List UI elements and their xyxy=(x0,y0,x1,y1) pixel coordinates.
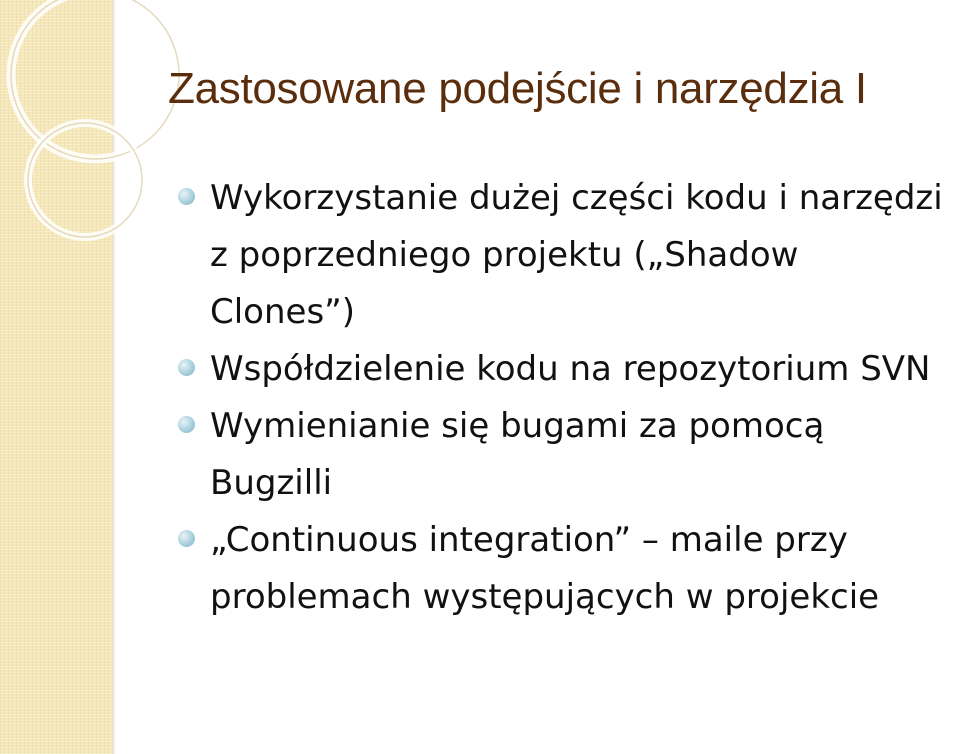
decorative-circles xyxy=(0,0,200,300)
bullet-dot-icon xyxy=(178,416,195,433)
slide-title: Zastosowane podejście i narzędzia I xyxy=(168,64,867,113)
bullet-item xyxy=(178,512,948,626)
bullet-text: „Continuous integration” – maile przy problemach występujących w projekcie xyxy=(210,520,880,617)
decorative-circle-small-outline xyxy=(28,123,142,237)
bullet-text: Wymienianie się bugami za pomocą Bugzilli xyxy=(210,406,825,503)
bullet-item xyxy=(178,170,948,341)
bullet-text: Wykorzystanie dużej części kodu i narzędzi z poprzedniego projektu („Shadow Clones”) xyxy=(210,178,943,332)
decorative-circle-large-outline xyxy=(11,0,179,159)
bullet-text: Współdzielenie kodu na repozytorium SVN xyxy=(210,349,931,389)
bullet-item xyxy=(178,341,948,398)
bullet-dot-icon xyxy=(178,188,195,205)
bullet-dot-icon xyxy=(178,359,195,376)
bullet-item xyxy=(178,398,948,512)
bullet-list xyxy=(178,170,948,626)
bullet-dot-icon xyxy=(178,530,195,547)
